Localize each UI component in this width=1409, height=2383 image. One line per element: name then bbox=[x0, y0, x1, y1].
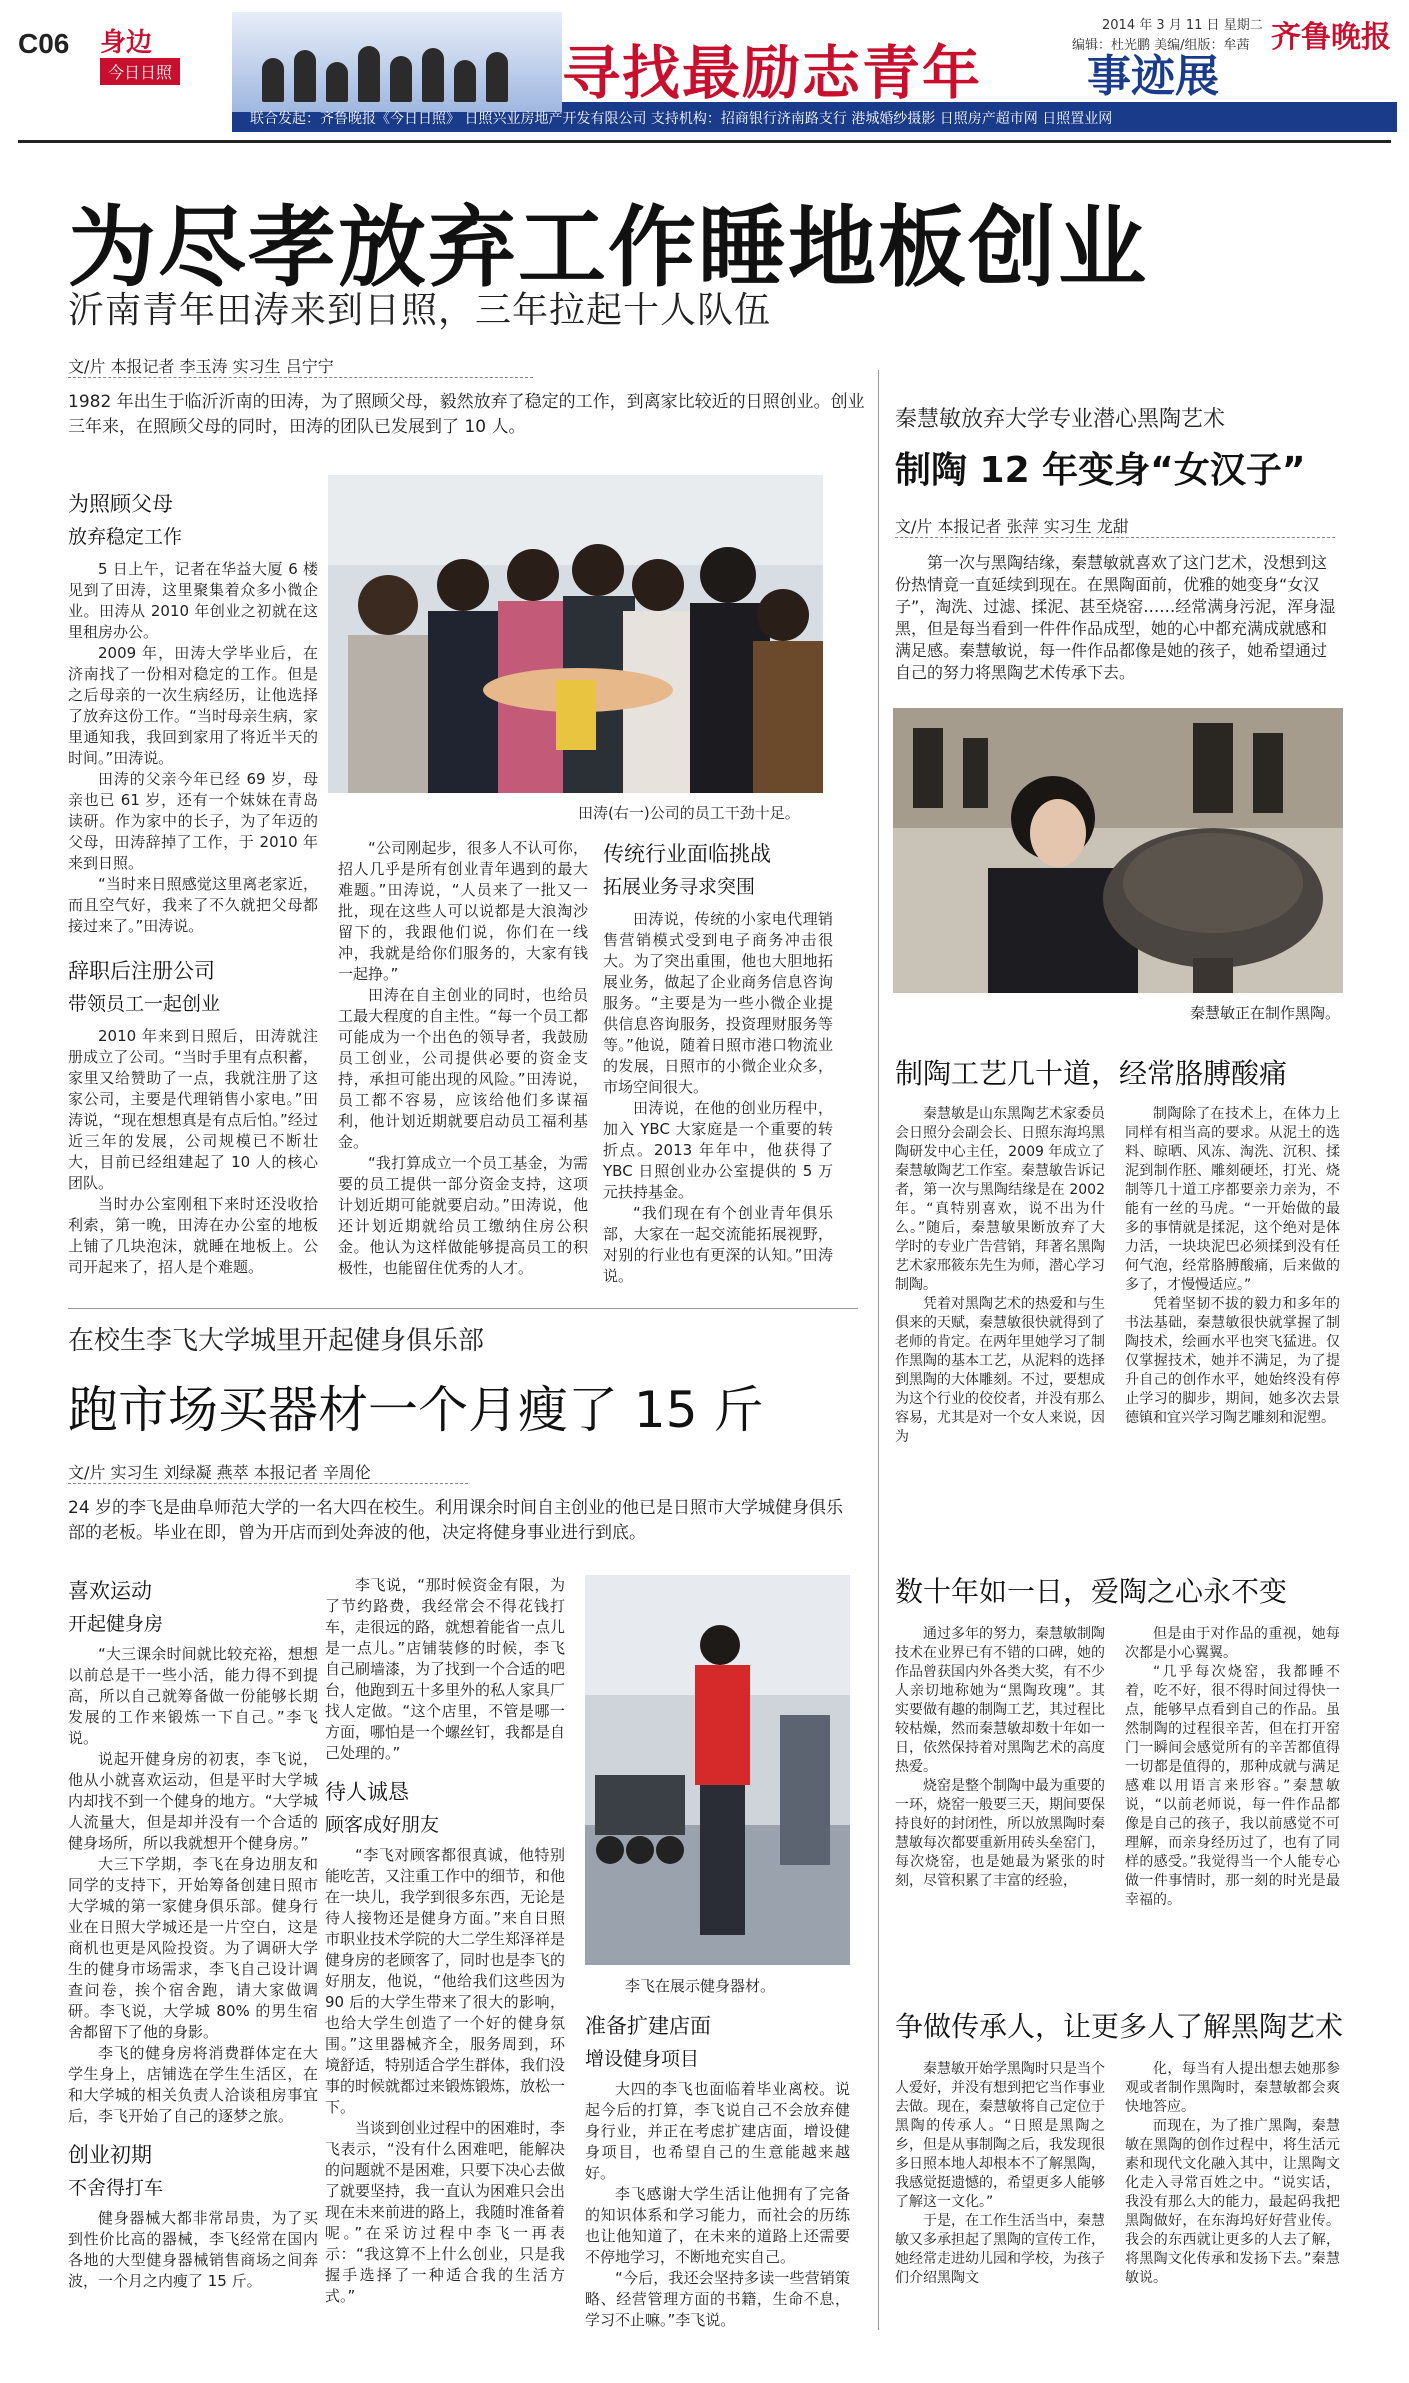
paragraph: 秦慧敏是山东黑陶艺术家委员会日照分会副会长、日照东海坞黑陶研发中心主任，2009 年成立了秦慧敏陶艺工作室。秦慧敏告诉记者，第一次与黑陶结缘是在 2002 年。“真特别喜欢，说不出为什么。”随后，秦慧敏果断放弃了大学时的专业广告营销，拜著名黑陶艺术家邢筱东先生为师，潜心学习制陶。 bbox=[895, 1106, 1105, 1293]
sidebar-sec3-col2 bbox=[1125, 2060, 1340, 2288]
sidebar-sec1-col1 bbox=[895, 1105, 1105, 1447]
paragraph: 但是由于对作品的重视，她每次都是小心翼翼。 bbox=[1125, 1626, 1340, 1661]
paragraph: 李飞说，“那时候资金有限，为了节约路费，我经常会不得花钱打车，走很远的路，就想着能省一点儿是一点儿。”店铺装修的时候，李飞自己刷墙漆，为了找到一个合适的吧台，他跑到五十多里外的私人家具厂找人定做。“这个店里，不管是哪一方面，哪怕是一个螺丝钉，我都是自己处理的。” bbox=[325, 1576, 566, 1762]
sidebar-sec1-head: 制陶工艺几十道，经常胳膊酸痛 bbox=[895, 1057, 1288, 1090]
main-photo-caption: 田涛(右一)公司的员工干劲十足。 bbox=[578, 804, 800, 822]
main-sec2-title-b: 带领员工一起创业 bbox=[68, 993, 221, 1015]
paragraph: “我们现在有个创业青年俱乐部，大家在一起交流能拓展视野，对别的行业也有更深的认知。”田涛说。 bbox=[603, 1204, 833, 1285]
paper-logo: 齐鲁晚报 bbox=[1271, 20, 1391, 55]
main-col1 bbox=[68, 559, 318, 937]
paragraph: 2010 年来到日照后，田涛就注册成立了公司。“当时手里有点积蓄，家里又给赞助了一点，我就注册了这家公司，主要是代理销售小家电。”田涛说，“现在想想真是有点后怕。”经过近三年的发展，公司规模已不断壮大，目前已经组建起了 10 人的核心团队。 bbox=[68, 1027, 318, 1192]
paragraph: 田涛的父亲今年已经 69 岁，母亲也已 61 岁，还有一个妹妹在青岛读研。作为家中的长子，为了年迈的父母，田涛辞掉了工作，于 2010 年来到日照。 bbox=[68, 770, 318, 872]
paragraph: 5 日上午，记者在华益大厦 6 楼见到了田涛，这里聚集着众多小微企业。田涛从 2010 年创业之初就在这里租房办公。 bbox=[68, 560, 318, 641]
second-headline: 跑市场买器材一个月瘦了 15 斤 bbox=[68, 1381, 764, 1439]
paragraph: 凭着坚韧不拔的毅力和多年的书法基础，秦慧敏很快就掌握了制陶技术，绘画水平也突飞猛进。仅仅掌握技术，她并不满足，为了提升自己的创作水平，她始终没有停止学习的脚步，期间，她多次去景德镇和宜兴学习陶艺雕刻和泥塑。 bbox=[1125, 1296, 1340, 1426]
main-sec1-title-a: 为照顾父母 bbox=[68, 492, 173, 516]
sponsors-bar: 联合发起：齐鲁晚报《今日日照》 日照兴业房地产开发有限公司 支持机构：招商银行济南路支行 港城婚纱摄影 日照房产超市网 日照置业网 bbox=[250, 111, 1113, 127]
column-divider bbox=[878, 370, 879, 2330]
main-subhead: 沂南青年田涛来到日照，三年拉起十人队伍 bbox=[68, 290, 772, 331]
issue-date: 2014 年 3 月 11 日 星期二 bbox=[1102, 18, 1263, 33]
second-photo-caption: 李飞在展示健身器材。 bbox=[625, 1977, 776, 1995]
sidebar-sec3-col1 bbox=[895, 2060, 1105, 2288]
paragraph: 健身器械大都非常昂贵，为了买到性价比高的器械，李飞经常在国内各地的大型健身器械销售商场之间奔波，一个月之内瘦了 15 斤。 bbox=[68, 2209, 318, 2290]
sidebar-sec2-head: 数十年如一日，爱陶之心永不变 bbox=[895, 1575, 1288, 1608]
paragraph: 于是，在工作生活当中，秦慧敏又多承担起了黑陶的宣传工作，她经常走进幼儿园和学校，为孩子们介绍黑陶文 bbox=[895, 2213, 1105, 2286]
main-lead: 1982 年出生于临沂沂南的田涛，为了照顾父母，毅然放弃了稳定的工作，到离家比较近的日照创业。创业三年来，在照顾父母的同时，田涛的团队已发展到了 10 人。 bbox=[68, 392, 865, 437]
sidebar-photo-caption: 秦慧敏正在制作黑陶。 bbox=[1190, 1004, 1341, 1022]
second-sec4-title-b: 增设健身项目 bbox=[585, 2048, 700, 2070]
second-photo bbox=[585, 1575, 850, 1965]
sidebar-sec1-col2 bbox=[1125, 1105, 1340, 1428]
paragraph: 2009 年，田涛大学毕业后，在济南找了一份相对稳定的工作。但是之后母亲的一次生病经历，让他选择了放弃这份工作。“当时母亲生病，家里通知我，我回到家用了将近半天的时间。”田涛说。 bbox=[68, 644, 318, 767]
main-headline: 为尽孝放弃工作睡地板创业 bbox=[68, 196, 1149, 299]
second-sec2-title-b: 不舍得打车 bbox=[68, 2177, 164, 2199]
main-sec3-title-a: 传统行业面临挑战 bbox=[603, 842, 771, 866]
second-col3 bbox=[585, 2079, 850, 2331]
main-col3 bbox=[603, 909, 833, 1287]
paragraph: 化，每当有人提出想去她那参观或者制作黑陶时，秦慧敏都会爽快地答应。 bbox=[1125, 2061, 1340, 2115]
paragraph: 大三下学期，李飞在身边朋友和同学的支持下，开始筹备创建日照市大学城的第一家健身俱乐部。健身行业在日照大学城还是一片空白，这是商机也更是风险投资。为了调研大学生的健身市场需求，李飞自己设计调查问卷，挨个宿舍跑，请大家做调研。李飞说，大学城 80% 的男生宿舍都留下了他的身影。 bbox=[68, 1855, 318, 2041]
paragraph: 李飞的健身房将消费群体定在大学生身上，店铺选在学生生活区，在和大学城的相关负责人洽谈租房事宜后，李飞开始了自己的逐梦之旅。 bbox=[68, 2044, 318, 2125]
second-lead: 24 岁的李飞是曲阜师范大学的一名大四在校生。利用课余时间自主创业的他已是日照市大学城健身俱乐部的老板。毕业在即，曾为开店而到处奔波的他，决定将健身事业进行到底。 bbox=[68, 1498, 844, 1543]
campaign-title-2: 事迹展 bbox=[1087, 51, 1219, 102]
second-sec3-title-a: 待人诚恳 bbox=[325, 1780, 409, 1804]
editors: 编辑：杜光鹏 美编/组版：牟茜 bbox=[1072, 38, 1250, 53]
second-sec1-title-a: 喜欢运动 bbox=[68, 1579, 152, 1603]
main-col1b bbox=[68, 1026, 318, 1278]
paragraph: 李飞感谢大学生活让他拥有了完备的知识体系和学习能力，而社会的历练也让他知道了，在未来的道路上还需要不停地学习，不断地充实自己。 bbox=[585, 2185, 850, 2266]
paragraph: 当时办公室刚租下来时还没收拾利索，第一晚，田涛在办公室的地板上铺了几块泡沫，就睡在地板上。公司开起来了，招人是个难题。 bbox=[68, 1195, 318, 1276]
paragraph: “李飞对顾客都很真诚，他特别能吃苦，又注重工作中的细节，和他在一块儿，我学到很多东西，无论是待人接物还是健身方面。”来自日照市职业技术学院的大二学生郑泽祥是健身房的老顾客了，同时也是李飞的好朋友，他说，“他给我们这些因为 90 后的大学生带来了很大的影响，也给大学生创造了一个好的健身氛围。”这里器械齐全，服务周到，环境舒适，特别适合学生群体，我们没事的时候就都过来锻炼锻炼，放松一下。 bbox=[325, 1846, 566, 2116]
paragraph: “公司刚起步，很多人不认可你，招人几乎是所有创业青年遇到的最大难题。”田涛说，“人员来了一批又一批，现在这些人可以说都是大浪淘沙留下的，我跟他们说，你们在一线冲，我就是给你们服务的，大家有钱一起挣。” bbox=[338, 839, 588, 983]
section-name: 身边 bbox=[100, 28, 153, 58]
banner-sky bbox=[232, 12, 562, 112]
paragraph: 通过多年的努力，秦慧敏制陶技术在业界已有不错的口碑，她的作品曾获国内外各类大奖，有不少人亲切地称她为“黑陶玫瑰”。其实要做有趣的制陶工艺，其过程比较枯燥，然而秦慧敏却数十年如一日，依然保持着对黑陶艺术的高度热爱。 bbox=[895, 1626, 1105, 1775]
paragraph: 而现在，为了推广黑陶，秦慧敏在黑陶的创作过程中，将生活元素和现代文化融入其中，让黑陶文化走入寻常百姓之中。“说实话，我没有那么大的能力，最起码我把黑陶做好，在东海坞好好营业传。我会的东西就让更多的人去了解，将黑陶文化传承和发扬下去。”秦慧敏说。 bbox=[1125, 2118, 1340, 2286]
main-byline: 文/片 本报记者 李玉涛 实习生 吕宁宁 bbox=[68, 354, 533, 378]
sidebar-sec2-col2 bbox=[1125, 1625, 1340, 1910]
section-subname: 今日日照 bbox=[100, 58, 180, 85]
page-code: C06 bbox=[18, 28, 70, 59]
sidebar-byline: 文/片 本报记者 张萍 实习生 龙甜 bbox=[895, 514, 1335, 538]
second-sec2-title-a: 创业初期 bbox=[68, 2143, 152, 2167]
main-col2 bbox=[338, 838, 588, 1279]
paragraph: “我打算成立一个员工基金，为需要的员工提供一部分资金支持，这项计划近期可能就要启动。”田涛说，他还计划近期就给员工缴纳住房公积金。他认为这样做能够提高员工的积极性，也能留住优秀的人才。 bbox=[338, 1154, 588, 1277]
main-sec1-title-b: 放弃稳定工作 bbox=[68, 526, 183, 548]
sidebar-kicker: 秦慧敏放弃大学专业潜心黑陶艺术 bbox=[895, 407, 1226, 432]
paragraph: 当谈到创业过程中的困难时，李飞表示，“没有什么困难吧，能解决的问题就不是困难，只要下决心去做了就要坚持，我一直认为困难只会出现在未来前进的路上，我随时准备着呢。”在采访过程中李飞一再表示：“我这算不上什么创业，只是我握手选择了一种适合我的生活方式。” bbox=[325, 2119, 566, 2305]
paragraph: 烧窑是整个制陶中最为重要的一环，烧窑一般要三天，期间要保持良好的封闭性，所以放黑陶时秦慧敏每次都要重新用砖头垒窑门，每次烧窑，也是她最为紧张的时刻，尽管积累了丰富的经验， bbox=[895, 1778, 1105, 1889]
second-byline: 文/片 实习生 刘绿凝 燕萃 本报记者 辛周伦 bbox=[68, 1460, 468, 1484]
second-kicker: 在校生李飞大学城里开起健身俱乐部 bbox=[68, 1326, 485, 1356]
paragraph: “今后，我还会坚持多读一些营销策略、经营管理方面的书籍，生命不息，学习不止嘛。”李飞说。 bbox=[585, 2269, 850, 2329]
main-photo bbox=[328, 475, 823, 793]
main-sec3-title-b: 拓展业务寻求突围 bbox=[603, 876, 756, 898]
second-sec4-title-a: 准备扩建店面 bbox=[585, 2014, 711, 2038]
paragraph: 说起开健身房的初衷，李飞说，他从小就喜欢运动，但是平时大学城内却找不到一个健身的地方。“大学城人流量大，但是却并没有一个合适的健身场所，所以我就想开个健身房。” bbox=[68, 1750, 318, 1852]
sidebar-sec3-head: 争做传承人，让更多人了解黑陶艺术 bbox=[895, 2010, 1344, 2043]
sidebar-lead: 第一次与黑陶结缘，秦慧敏就喜欢了这门艺术，没想到这份热情竟一直延续到现在。在黑陶面前，优雅的她变身“女汉子”，淘洗、过滤、揉泥、甚至烧窑……经常满身污泥，浑身湿黑，但是每当看到一件件作品成型，她的心中都充满成就感和满足感。秦慧敏说，每一件作品都像是她的孩子，她希望通过自己的努力将黑陶艺术传承下去。 bbox=[895, 553, 1336, 682]
campaign-banner bbox=[232, 12, 1397, 132]
paragraph: 大四的李飞也面临着毕业离校。说起今后的打算，李飞说自己不会放弃健身行业，并正在考虑扩建店面，增设健身项目，也希望自己的生意能越来越好。 bbox=[585, 2080, 850, 2182]
campaign-title: 寻找最励志青年 bbox=[562, 39, 983, 107]
team-hands-photo bbox=[328, 475, 823, 793]
gym-photo bbox=[585, 1575, 850, 1965]
paragraph: 田涛说，在他的创业历程中，加入 YBC 大家庭是一个重要的转折点。2013 年年中，他获得了 YBC 日照创业办公室提供的 5 万元扶持基金。 bbox=[603, 1099, 833, 1201]
paragraph: 凭着对黑陶艺术的热爱和与生俱来的天赋，秦慧敏很快就得到了老师的肯定。在两年里她学习了制作黑陶的基本工艺，从泥料的选择到黑陶的大体雕刻。不过，要想成为这个行业的佼佼者，并没有那么容易，尤其是对一个女人来说，因为 bbox=[895, 1296, 1105, 1445]
second-sec1-title-b: 开起健身房 bbox=[68, 1613, 164, 1635]
paragraph: “大三课余时间就比较充裕，想想以前总是干一些小活，能力得不到提高，所以自己就筹备做一份能够长期发展的工作来锻炼一下自己。”李飞说。 bbox=[68, 1645, 318, 1747]
second-col2 bbox=[325, 1575, 565, 1764]
second-col2b bbox=[325, 1845, 565, 2307]
sidebar-sec2-col1 bbox=[895, 1625, 1105, 1891]
paragraph: “几乎每次烧窑，我都睡不着，吃不好，很不得时间过得快一点，能够早点看到自己的作品。虽然制陶的过程很辛苦，但在打开窑门一瞬间会感觉所有的辛苦都值得一切都是值得的，那种成就与满足感难以用语言来形容。”秦慧敏说，“以前老师说，每一件作品都像是自己的孩子，我以前感觉不可理解，而亲身经历过了，也有了同样的感受。”我觉得当一个人能专心做一件事情时，那一刻的时光是最幸福的。 bbox=[1125, 1664, 1340, 1908]
pottery-photo bbox=[893, 708, 1343, 993]
paragraph: 秦慧敏开始学黑陶时只是当个人爱好，并没有想到把它当作事业去做。现在，秦慧敏将自己定位于黑陶的传承人。“日照是黑陶之乡，但是从事制陶之后，我发现很多日照本地人却根本不了解黑陶，我感觉挺遗憾的，希望更多人能够了解这一文化。” bbox=[895, 2061, 1105, 2210]
sidebar-headline: 制陶 12 年变身“女汉子” bbox=[895, 450, 1306, 491]
masthead-rule bbox=[18, 140, 1391, 143]
paragraph: “当时来日照感觉这里离老家近，而且空气好，我来了不久就把父母都接过来了。”田涛说。 bbox=[68, 875, 318, 935]
story-divider bbox=[68, 1308, 858, 1309]
second-col1 bbox=[68, 1644, 318, 2127]
main-sec2-title-a: 辞职后注册公司 bbox=[68, 959, 215, 983]
paragraph: 田涛说，传统的小家电代理销售营销模式受到电子商务冲击很大。为了突出重围，他也大胆地拓展业务，做起了企业商务信息咨询服务。“主要是为一些小微企业提供信息咨询服务，投资理财服务等等。”他说，随着日照市港口物流业的发展，日照市的小微企业众多，市场空间很大。 bbox=[603, 910, 833, 1096]
second-sec3-title-b: 顾客成好朋友 bbox=[325, 1814, 440, 1836]
paragraph: 田涛在自主创业的同时，也给员工最大程度的自主性。“每一个员工都可能成为一个出色的领导者，我鼓励员工创业，公司提供必要的资金支持，承担可能出现的风险。”田涛说，员工都不容易，应该给他们多谋福利，他计划近期就要启动员工福利基金。 bbox=[338, 986, 588, 1151]
sidebar-photo bbox=[893, 708, 1343, 993]
second-col1b bbox=[68, 2208, 318, 2292]
paragraph: 制陶除了在技术上，在体力上同样有相当高的要求。从泥土的选料、晾晒、风冻、淘洗、沉积、揉泥到制作胚、雕刻硬坯，打光、烧制等几十道工序都要亲力亲为，不能有一丝的马虎。“一开始做的最多的事情就是揉泥，这个绝对是体力活，一块块泥巴必须揉到没有任何气泡，经常胳膊酸痛，后来做的多了，才慢慢适应。” bbox=[1125, 1106, 1340, 1293]
jumping-people-icon bbox=[252, 42, 542, 102]
